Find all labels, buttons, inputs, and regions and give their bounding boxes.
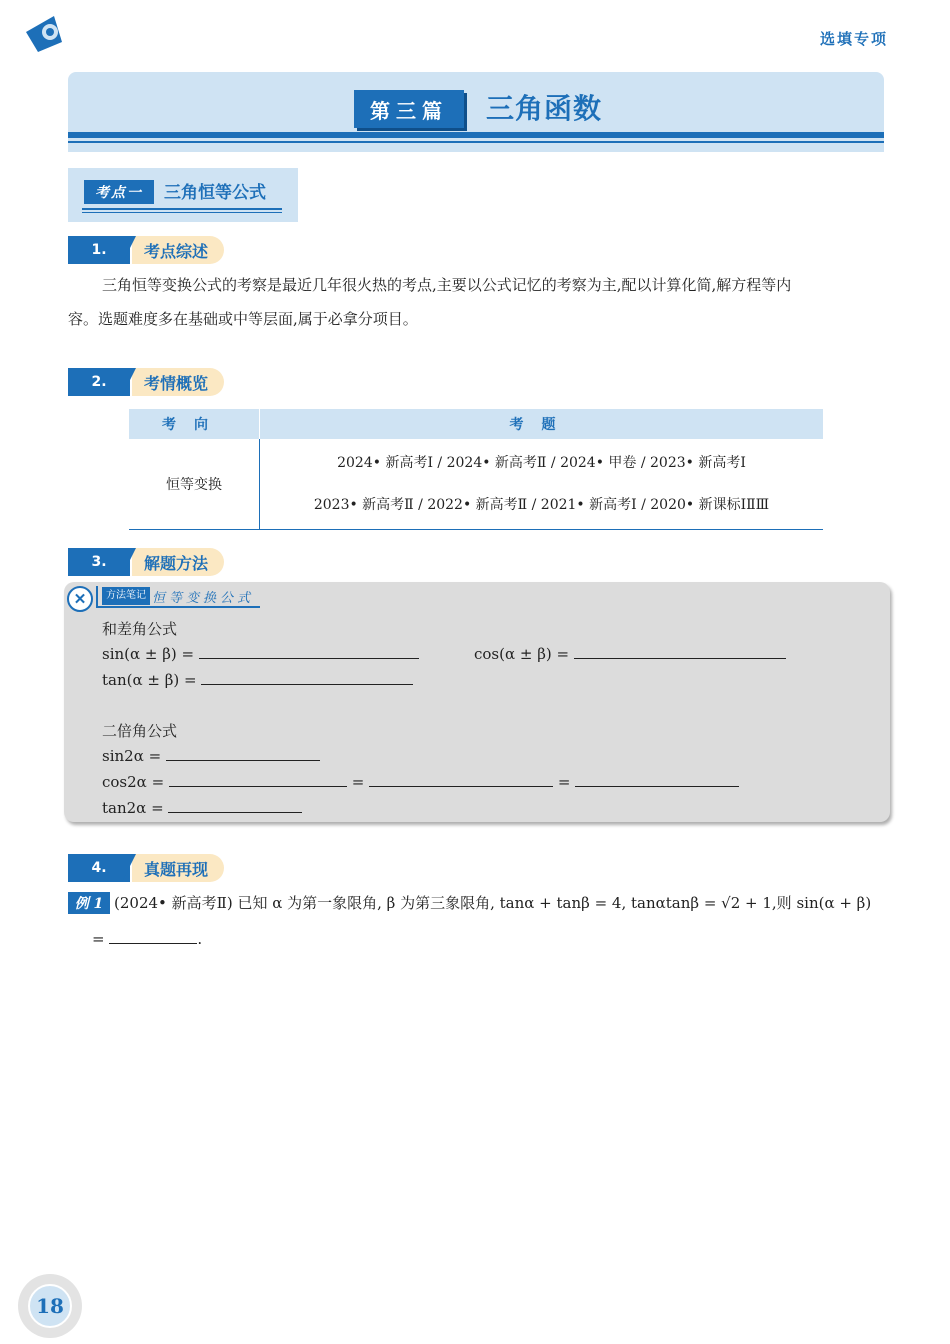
answer-period: .	[197, 930, 203, 948]
questions-line-2: 2023• 新高考Ⅱ / 2022• 新高考Ⅱ / 2021• 新高考Ⅰ / 2020• 新课标ⅠⅡⅢ	[313, 497, 770, 513]
section-label: 考点综述	[132, 236, 224, 264]
table-row	[129, 439, 823, 530]
answer-blank[interactable]	[201, 670, 413, 685]
topic-tag: 考点一	[84, 180, 154, 204]
header-section-label: 选填专项	[819, 30, 888, 48]
section-number: 4.	[68, 854, 130, 882]
answer-blank[interactable]	[199, 644, 419, 659]
section-header-3	[68, 548, 228, 576]
topic-underline-thin	[82, 212, 282, 213]
table-cell-direction: 恒等变换	[129, 439, 260, 530]
example-answer-line	[92, 926, 202, 952]
summary-line-1: 三角恒等变换公式的考察是最近几年很火热的考点,主要以公式记忆的考察为主,配以计算化简,解方程等内	[102, 276, 792, 294]
chapter-title: 三角函数	[486, 92, 603, 125]
notes-tag: 方法笔记	[102, 587, 150, 605]
summary-line-2: 容。选题难度多在基础或中等层面,属于必拿分项目。	[68, 310, 418, 328]
sin-sum-line	[102, 644, 419, 663]
answer-blank[interactable]	[169, 772, 347, 787]
table-header-direction: 考向	[129, 409, 260, 439]
section-label: 考情概览	[132, 368, 224, 396]
section-slant	[122, 548, 136, 576]
tan2-line	[102, 798, 302, 817]
section-number: 1.	[68, 236, 130, 264]
example-tag: 例 1	[68, 892, 110, 914]
topic-underline	[82, 208, 282, 210]
answer-blank[interactable]	[168, 798, 302, 813]
answer-blank[interactable]	[575, 772, 739, 787]
cos2-label: cos2α =	[102, 773, 165, 791]
tan-sum-label: tan(α ± β) =	[102, 671, 197, 689]
sin-sum-label: sin(α ± β) =	[102, 645, 195, 663]
page-number-badge	[18, 1274, 82, 1338]
table-header-row	[129, 409, 823, 439]
tan-sum-line	[102, 670, 413, 689]
section-header-2	[68, 368, 228, 396]
cos2-line	[102, 772, 739, 791]
section-slant	[122, 236, 136, 264]
sum-formula-heading: 和差角公式	[102, 620, 178, 638]
section-label: 真题再现	[132, 854, 224, 882]
section-slant	[122, 854, 136, 882]
sin2-line	[102, 746, 320, 765]
example-question: (2024• 新高考Ⅱ) 已知 α 为第一象限角, β 为第三象限角, tanα + tanβ = 4, tanαtanβ = √2 + 1,则 sin(α + β)	[114, 894, 872, 912]
summary-paragraph	[68, 268, 886, 336]
section-header-4	[68, 854, 228, 882]
page-number: 18	[28, 1284, 72, 1328]
table-header-questions: 考题	[260, 409, 824, 439]
topic-header	[68, 168, 298, 222]
banner-rule	[68, 132, 884, 138]
publisher-logo	[24, 12, 68, 56]
double-angle-heading: 二倍角公式	[102, 722, 178, 740]
answer-blank[interactable]	[166, 746, 320, 761]
notes-subtitle: 恒等变换公式	[152, 591, 255, 606]
chapter-banner	[68, 72, 884, 152]
section-number: 2.	[68, 368, 130, 396]
topic-title: 三角恒等公式	[164, 183, 266, 203]
method-notes-box	[64, 582, 890, 822]
answer-blank[interactable]	[574, 644, 786, 659]
tools-icon: ✕	[67, 586, 93, 612]
equals-sign: =	[351, 773, 365, 791]
cos-sum-line	[474, 644, 786, 663]
answer-equals: =	[92, 930, 105, 948]
exam-overview-table	[129, 409, 823, 530]
notes-underline	[96, 606, 260, 608]
section-slant	[122, 368, 136, 396]
section-number: 3.	[68, 548, 130, 576]
example-answer-blank[interactable]	[109, 929, 197, 944]
banner-rule-thin	[68, 141, 884, 143]
equals-sign: =	[557, 773, 571, 791]
section-header-1	[68, 236, 228, 264]
cos-sum-label: cos(α ± β) =	[474, 645, 570, 663]
questions-line-1: 2024• 新高考Ⅰ / 2024• 新高考Ⅱ / 2024• 甲卷 / 2023• 新高考Ⅰ	[337, 455, 746, 471]
part-label: 第三篇	[354, 90, 464, 128]
sin2-label: sin2α =	[102, 747, 162, 765]
answer-blank[interactable]	[369, 772, 553, 787]
section-label: 解题方法	[132, 548, 224, 576]
tan2-label: tan2α =	[102, 799, 164, 817]
table-cell-questions	[260, 439, 824, 530]
